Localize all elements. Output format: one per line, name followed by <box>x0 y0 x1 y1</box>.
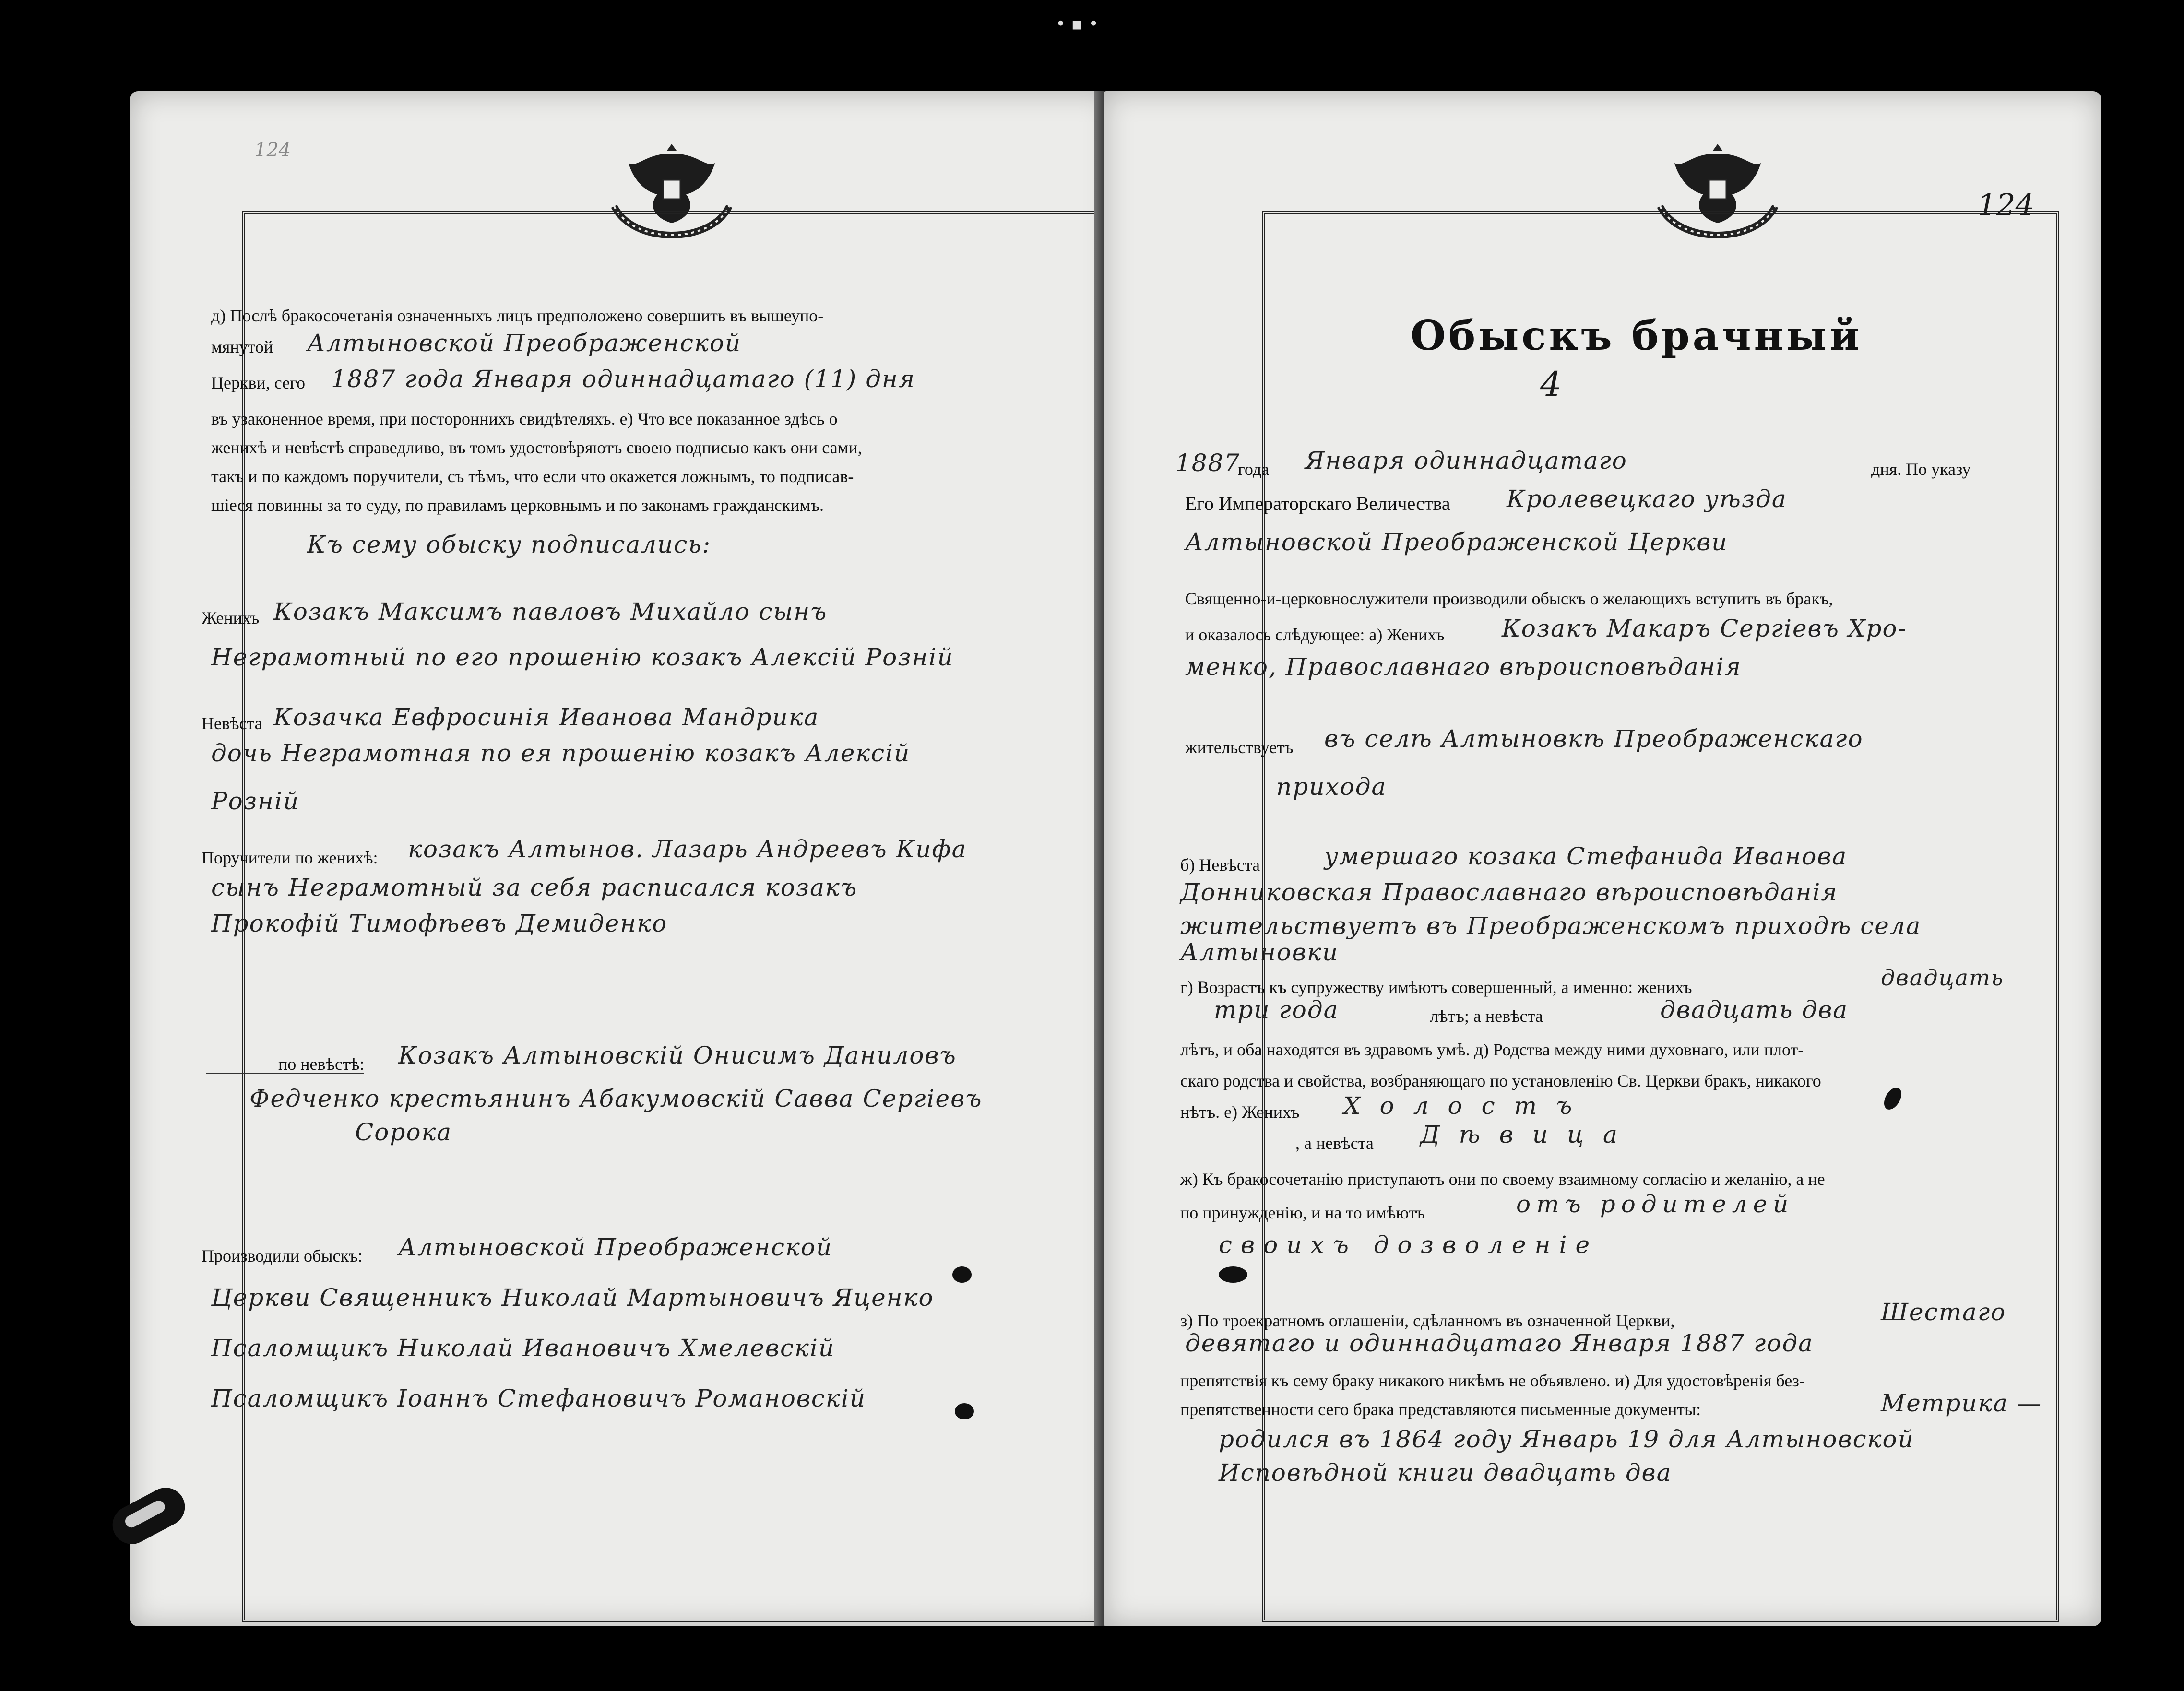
text-line: года <box>1238 460 1270 479</box>
handwritten-text: Сорока <box>355 1118 452 1146</box>
handwritten-text: Козачка Евфросинія Иванова Мандрика <box>273 703 819 731</box>
handwritten-text: Алтыновской Преображенской Церкви <box>1185 528 1728 556</box>
page-number: 124 <box>1977 187 2034 222</box>
text-line: , а невѣста <box>1295 1134 1374 1153</box>
handwritten-text: двадцать <box>1881 965 2004 991</box>
text-line: нѣтъ. е) Женихъ <box>1180 1102 1300 1122</box>
groom-label: Женихъ <box>202 608 260 627</box>
handwritten-text: Шестаго <box>1881 1298 2006 1326</box>
top-edge-marks: • ▪ • <box>1056 14 1099 34</box>
handwritten-text: Исповѣдной книги двадцать два <box>1219 1459 1672 1487</box>
handwritten-text: Козакъ Алтыновскій Онисимъ Даниловъ <box>398 1041 957 1069</box>
handwritten-text: Козакъ Максимъ павловъ Михайло сынъ <box>273 598 828 626</box>
text-line: Церкви, сего <box>211 373 305 392</box>
handwritten-text: въ селѣ Алтыновкѣ Преображенскаго <box>1324 725 1864 753</box>
text-line: д) Послѣ бракосочетанія означенныхъ лицъ предположено совершить въ вышеупо- <box>211 306 824 325</box>
handwritten-text: прихода <box>1276 773 1387 801</box>
handwritten-text: жительствуетъ въ Преображенскомъ приходѣ села <box>1180 912 1922 940</box>
ink-blot <box>1219 1266 1247 1283</box>
handwritten-text: Января одиннадцатаго <box>1305 447 1627 474</box>
handwritten-text: умершаго козака Стефанида Иванова <box>1324 842 1848 870</box>
handwritten-text: три года <box>1214 996 1339 1024</box>
handwritten-text: Кролевецкаго уѣзда <box>1507 485 1787 513</box>
handwritten-text: Псаломщикъ Николай Ивановичъ Хмелевскій <box>211 1334 835 1362</box>
handwritten-text: менко, Православнаго вѣроисповѣданія <box>1185 653 1742 681</box>
text-line: женихѣ и невѣстѣ справедливо, въ томъ удостовѣряютъ своею подписью какъ они сами, <box>211 438 862 457</box>
document-title: Обыскъ брачный <box>1411 312 1863 359</box>
handwritten-text: девятаго и одиннадцатаго Января 1887 года <box>1185 1329 1814 1357</box>
investigators-label: Производили обыскъ: <box>202 1246 363 1265</box>
handwritten-text: Церкви Священникъ Николай Мартыновичъ Яценко <box>211 1284 934 1312</box>
text-line: з) По троекратномъ оглашеніи, сдѣланномъ въ означенной Церкви, <box>1180 1311 1675 1330</box>
bride-label: Невѣста <box>202 714 262 733</box>
text-line: г) Возрастъ къ супружеству имѣютъ совершенный, а именно: женихъ <box>1180 978 1692 997</box>
guarantors-bride-label: по невѣстѣ: <box>206 1055 364 1074</box>
handwritten-text: Дѣвица <box>1420 1121 1637 1148</box>
text-line: мянутой <box>211 337 273 356</box>
text-line: въ узаконенное время, при постороннихъ свидѣтеляхъ. е) Что все показанное здѣсь о <box>211 409 838 428</box>
handwritten-text: своихъ дозволеніе <box>1219 1231 1599 1259</box>
faint-page-mark: 124 <box>254 139 291 161</box>
text-line: ж) Къ бракосочетанію приступаютъ они по своему взаимному согласію и желанію, а не <box>1180 1170 1825 1189</box>
text-line: Его Императорскаго Величества <box>1185 493 1450 514</box>
handwritten-text: сынъ Неграмотный за себя расписался козакъ <box>211 874 858 901</box>
handwritten-text: отъ родителей <box>1516 1190 1794 1218</box>
handwritten-text: родился въ 1864 году Январь 19 для Алтыновской <box>1219 1425 1914 1453</box>
text-line: по принужденію, и на то имѣютъ <box>1180 1203 1425 1222</box>
text-line: и оказалось слѣдующее: а) Женихъ <box>1185 625 1445 644</box>
handwritten-text: Федченко крестьянинъ Абакумовскій Савва Сергіевъ <box>249 1085 983 1112</box>
handwritten-text: Неграмотный по его прошенію козакъ Алексій Розній <box>211 643 954 671</box>
guarantors-groom-label: Поручители по женихѣ: <box>202 848 378 867</box>
handwritten-text: 1887 года Января одиннадцатаго (11) дня <box>331 365 915 393</box>
ink-blot <box>955 1403 974 1419</box>
text-line: лѣтъ; а невѣста <box>1430 1006 1543 1026</box>
handwritten-text: Къ сему обыску подписались: <box>307 531 712 558</box>
handwritten-text: двадцать два <box>1660 996 1849 1024</box>
text-line: скаго родства и свойства, возбраняющаго по установленію Св. Церкви бракъ, никакого <box>1180 1071 1821 1090</box>
text-line: такъ и по каждомъ поручители, съ тѣмъ, что если что окажется ложнымъ, то подписав- <box>211 467 854 486</box>
text-line: жительствуетъ <box>1185 738 1294 757</box>
handwritten-text: дочь Неграмотная по ея прошенію козакъ Алексій <box>211 739 911 767</box>
handwritten-text: Донниковская Православнаго вѣроисповѣданія <box>1180 878 1838 906</box>
entry-number: 4 <box>1540 365 1562 404</box>
text-line: дня. По указу <box>1871 460 1971 479</box>
handwritten-text: Алтыновки <box>1180 938 1339 966</box>
text-line: Священно-и-церковнослужители производили обыскъ о желающихъ вступить въ бракъ, <box>1185 589 1833 608</box>
handwritten-text: Розній <box>211 787 300 815</box>
handwritten-text: Алтыновской Преображенской <box>307 329 742 357</box>
text-line: шіеся повинны за то суду, по правиламъ церковнымъ и по законамъ гражданскимъ. <box>211 496 824 515</box>
handwritten-text: 1887 <box>1175 449 1241 477</box>
text-line: препятствія къ сему браку никакого никѣмъ не объявлено. и) Для удостовѣренія без- <box>1180 1371 1805 1390</box>
handwritten-text: Прокофій Тимофѣевъ Демиденко <box>211 910 668 937</box>
handwritten-text: Козакъ Макаръ Сергіевъ Хро- <box>1502 615 1907 642</box>
text-line: б) Невѣста <box>1180 855 1260 875</box>
handwritten-text: Алтыновской Преображенской <box>398 1233 833 1261</box>
ink-blot <box>952 1266 972 1283</box>
handwritten-text: Псаломщикъ Іоаннъ Стефановичъ Романовскій <box>211 1384 866 1412</box>
handwritten-text: Холостъ <box>1343 1092 1591 1120</box>
text-line: лѣтъ, и оба находятся въ здравомъ умѣ. д) Родства между ними духовнаго, или плот- <box>1180 1040 1804 1059</box>
handwritten-text: Метрика — <box>1881 1389 2042 1417</box>
handwritten-text: козакъ Алтынов. Лазарь Андреевъ Кифа <box>408 835 967 863</box>
text-line: препятственности сего брака представляются письменные документы: <box>1180 1400 1701 1419</box>
